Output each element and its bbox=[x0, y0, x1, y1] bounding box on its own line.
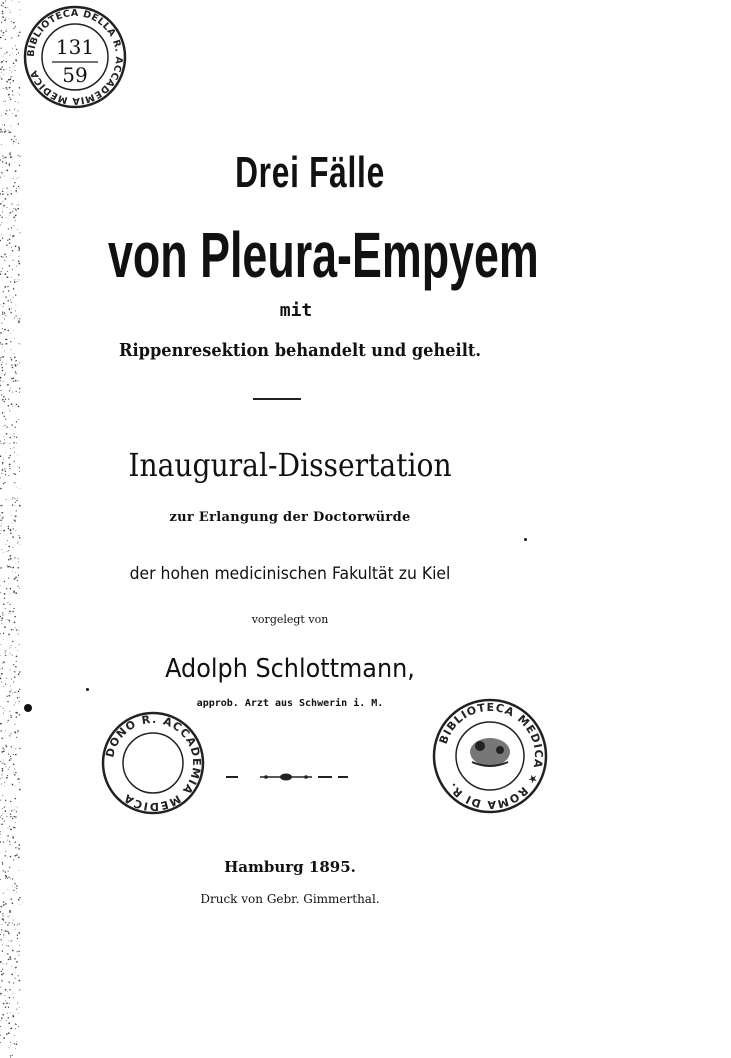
ornament-dash bbox=[226, 776, 238, 778]
library-stamp-top bbox=[22, 4, 128, 110]
wolf-emblem-icon bbox=[470, 738, 510, 766]
ornament-divider bbox=[258, 770, 314, 784]
place-and-year: Hamburg 1895. bbox=[224, 858, 356, 876]
subtitle: Rippenresektion behandelt und geheilt. bbox=[119, 340, 481, 361]
ink-speck bbox=[86, 688, 89, 691]
page-edge-speckle bbox=[0, 0, 22, 1058]
printer-line: Druck von Gebr. Gimmerthal. bbox=[200, 892, 380, 906]
presented-by-line: vorgelegt von bbox=[251, 613, 329, 626]
shelfmark-top: 131 bbox=[55, 35, 95, 59]
author-name: Adolph Schlottmann, bbox=[165, 654, 415, 684]
ink-speck bbox=[524, 538, 527, 541]
library-stamp-roma bbox=[430, 696, 550, 816]
donor-stamp bbox=[100, 710, 206, 816]
shelfmark-bottom: 59 bbox=[62, 63, 88, 87]
donor-ring-text: DONO R. ACCADEMIA MEDICA bbox=[103, 712, 204, 814]
library-ring-text: BIBLIOTECA MEDICA ★ ROMA DI R. bbox=[436, 700, 546, 812]
connector-word: mit bbox=[279, 300, 313, 321]
ink-speck bbox=[24, 704, 32, 712]
title-line-1: Drei Fälle bbox=[235, 148, 385, 197]
faculty-line: der hohen medicinischen Fakultät zu Kiel bbox=[129, 564, 451, 584]
stamp-ring-text: BIBLIOTECA DELLA R. ACCADEMIA MEDICA bbox=[25, 7, 125, 107]
ornament-dash bbox=[338, 776, 348, 778]
author-credentials: approb. Arzt aus Schwerin i. M. bbox=[196, 698, 384, 709]
ornament-dash bbox=[318, 776, 332, 778]
title-line-2: von Pleura-Empyem bbox=[108, 219, 539, 291]
document-type: Inaugural-Dissertation bbox=[128, 446, 452, 484]
title-rule bbox=[253, 398, 301, 400]
purpose-line: zur Erlangung der Doctorwürde bbox=[169, 510, 411, 525]
